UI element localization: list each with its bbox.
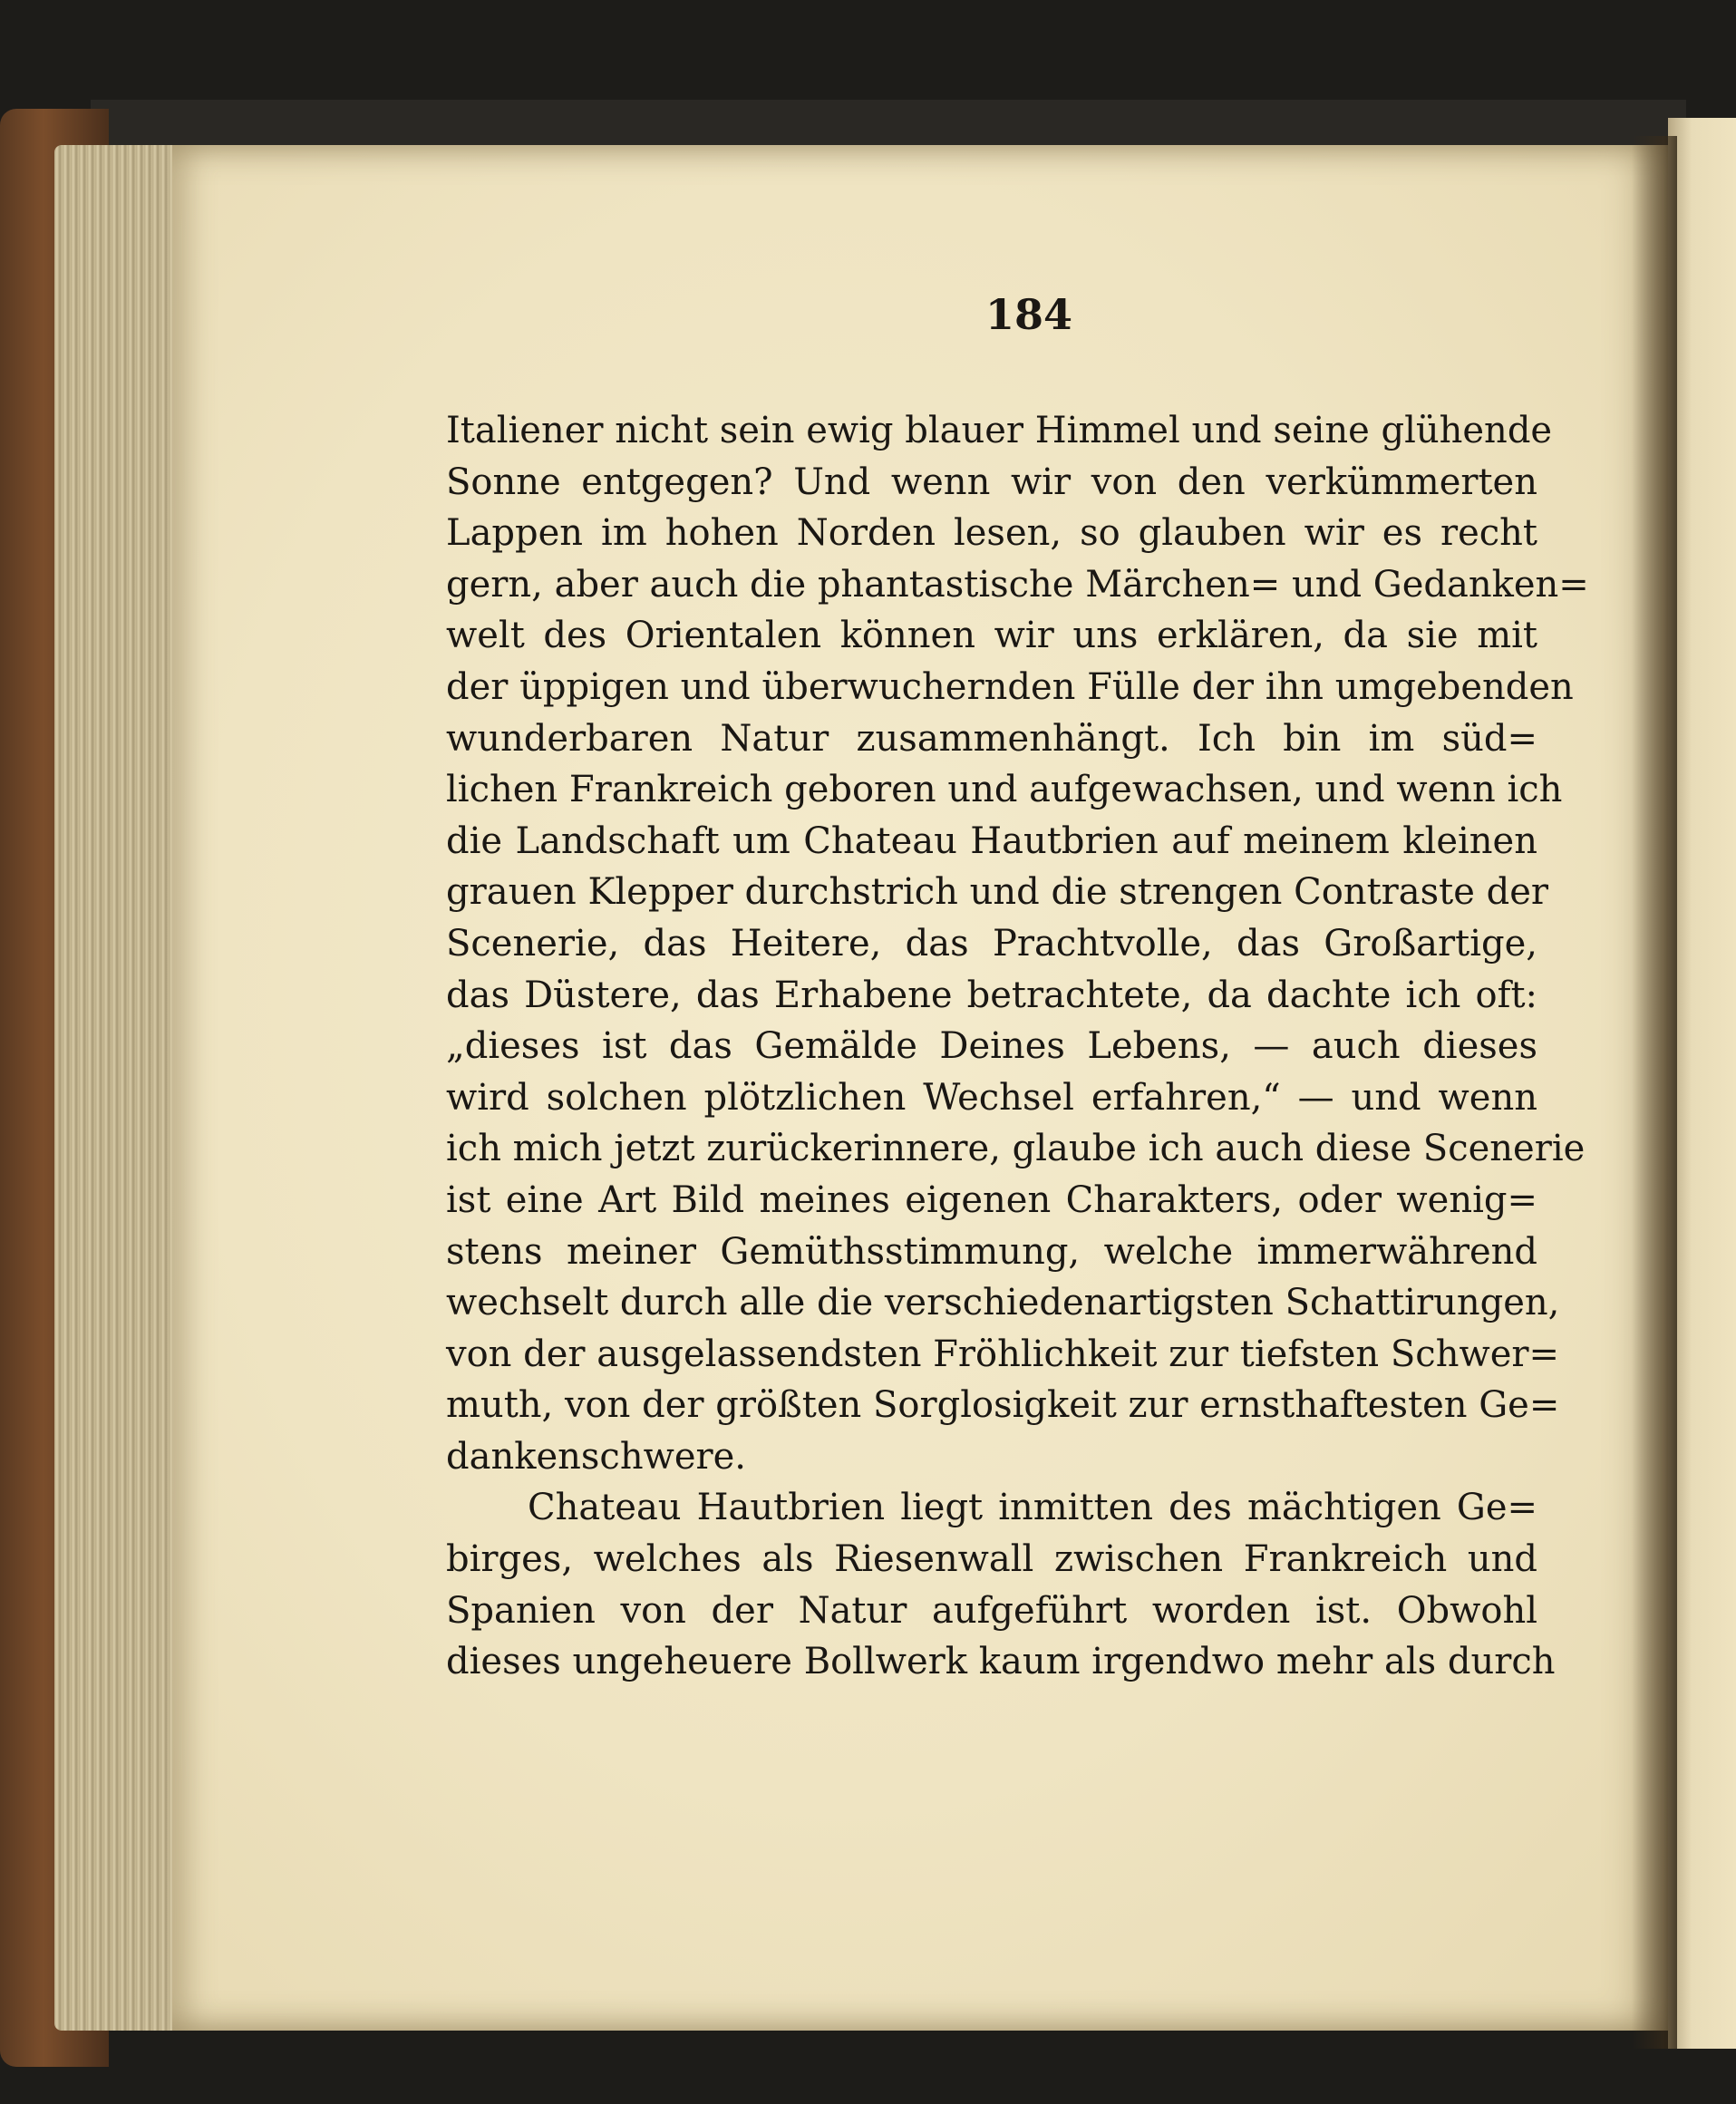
text-line: wechselt durch alle die verschiedenartigsten Schattirungen, (446, 1282, 1560, 1324)
text-line: Sonne entgegen? Und wenn wir von den verkümmerten (446, 461, 1537, 503)
text-line: der üppigen und überwuchernden Fülle der ihn umgebenden (446, 665, 1574, 708)
text-line: Spanien von der Natur aufgeführt worden ist. Obwohl (446, 1589, 1537, 1632)
text-line: wird solchen plötzlichen Wechsel erfahren,“ — und wenn (446, 1076, 1537, 1119)
facing-page-edge (1668, 118, 1736, 2049)
text-line: „dieses ist das Gemälde Deines Lebens, — auch dieses (446, 1025, 1537, 1068)
text-line: Scenerie, das Heitere, das Prachtvolle, das Großartige, (446, 922, 1537, 965)
text-line: welt des Orientalen können wir uns erklären, da sie mit (446, 615, 1537, 657)
text-line: muth, von der größten Sorglosigkeit zur ernsthaftesten Ge= (446, 1384, 1560, 1427)
text-line: von der ausgelassendsten Fröhlichkeit zur tiefsten Schwer= (446, 1333, 1560, 1375)
text-line: Lappen im hohen Norden lesen, so glauben wir es recht (446, 512, 1537, 555)
page-number: 184 (984, 290, 1073, 339)
text-line: das Düstere, das Erhabene betrachtete, da dachte ich oft: (446, 974, 1537, 1016)
text-line: Italiener nicht sein ewig blauer Himmel und seine glühende (446, 410, 1553, 451)
text-line: die Landschaft um Chateau Hautbrien auf meinem kleinen (446, 819, 1537, 862)
text-line: wunderbaren Natur zusammenhängt. Ich bin im süd= (446, 717, 1537, 760)
text-line: grauen Klepper durchstrich und die strengen Contraste der (446, 871, 1549, 914)
text-line: stens meiner Gemüthsstimmung, welche immerwährend (446, 1230, 1537, 1273)
paragraph-end-line: dankenschwere. (446, 1435, 746, 1478)
paragraph-start-line: Chateau Hautbrien liegt inmitten des mächtigen Ge= (528, 1487, 1537, 1529)
text-line: lichen Frankreich geboren und aufgewachsen, und wenn ich (446, 769, 1563, 811)
page-gutter-shadow (1632, 136, 1677, 2049)
text-line: ist eine Art Bild meines eigenen Charakters, oder wenig= (446, 1178, 1537, 1221)
text-line: dieses ungeheuere Bollwerk kaum irgendwo mehr als durch (446, 1641, 1556, 1683)
text-line: ich mich jetzt zurückerinnere, glaube ich auch diese Scenerie (446, 1128, 1586, 1170)
text-line: gern, aber auch die phantastische Märchen= und Gedanken= (446, 563, 1589, 606)
text-line: birges, welches als Riesenwall zwischen Frankreich und (446, 1538, 1537, 1581)
body-text (446, 405, 1589, 1688)
